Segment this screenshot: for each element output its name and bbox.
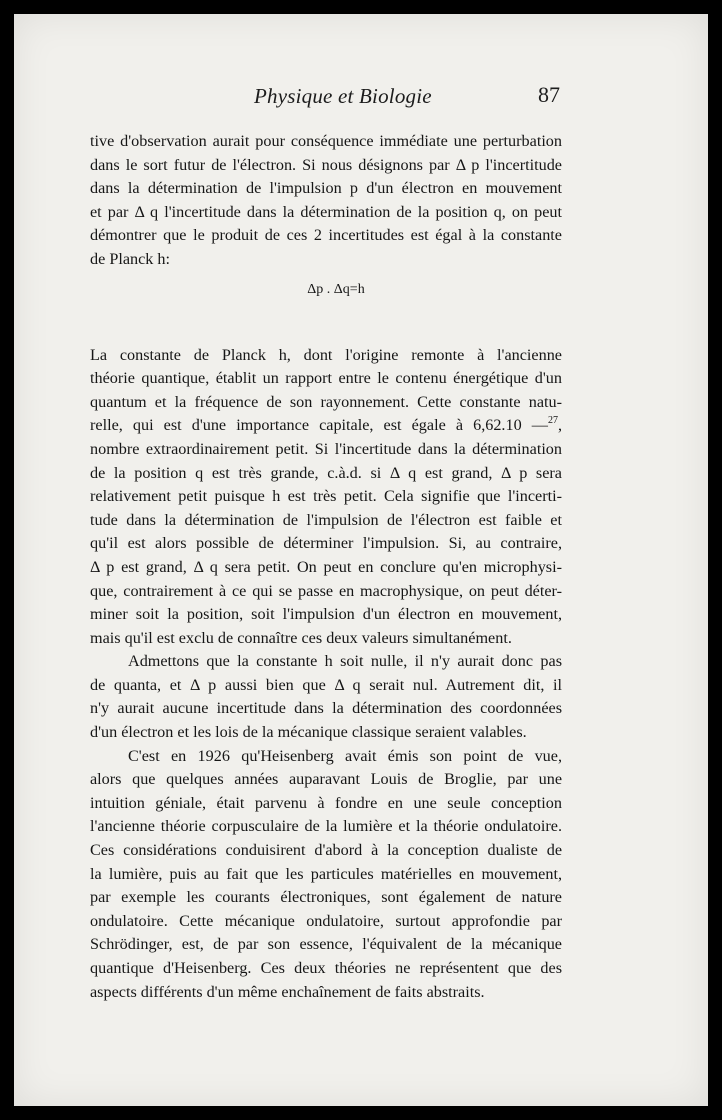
text-line: intuition géniale, était parvenu à fondre en une seule conception xyxy=(90,793,562,812)
text-line: quantique d'Heisenberg. Ces deux théories ne représentent que des xyxy=(90,959,562,977)
paragraph-1 xyxy=(90,130,562,272)
text-line: miner soit la position, soit l'impulsion d'un électron en mouvement, xyxy=(90,605,562,624)
text-line: Schrödinger, est, de par son essence, l'équivalent de la mécanique xyxy=(90,935,562,954)
text-line: dans la détermination de l'impulsion p d'un électron en mouvement xyxy=(90,179,562,198)
text-line: que, contrairement à ce qui se passe en macrophysique, on peut déter- xyxy=(90,581,562,600)
text-line-planck-value xyxy=(90,414,562,438)
text-line: tude dans la détermination de l'impulsion de l'électron est faible et xyxy=(90,510,562,529)
text-line: ondulatoire. Cette mécanique ondulatoire, surtout approfondie par xyxy=(90,911,562,930)
paragraph-4 xyxy=(90,745,562,1005)
text-line: n'y aurait aucune incertitude dans la détermination des coordonnées xyxy=(90,699,562,718)
text-line: de la position q est très grande, c.à.d. si Δ q est grand, Δ p sera xyxy=(90,463,562,482)
text-line: la lumière, puis au fait que les particules matérielles en mouvement, xyxy=(90,864,562,883)
text-line: démontrer que le produit de ces 2 incertitudes est égal à la constante xyxy=(90,226,562,245)
text-line: de Planck h: xyxy=(90,249,171,268)
text-line: Admettons que la constante h soit nulle, il n'y aurait donc pas xyxy=(128,652,562,671)
text-line: théorie quantique, établit un rapport entre le contenu énergétique d'un xyxy=(90,369,562,388)
text-line: l'ancienne théorie corpusculaire de la lumière et la théorie ondulatoire. xyxy=(90,817,562,836)
text-line: et par Δ q l'incertitude dans la détermination de la position q, on peut xyxy=(90,202,562,221)
text-line: Ces considérations conduisirent d'abord à la conception dualiste de xyxy=(90,841,562,860)
text-line: de quanta, et Δ p aussi bien que Δ q serait nul. Autrement dit, il xyxy=(90,675,562,694)
text-line: nombre extraordinairement petit. Si l'incertitude dans la détermination xyxy=(90,439,562,458)
text-line: relativement petit puisque h est très petit. Cela signifie que l'incerti- xyxy=(90,487,562,506)
text-line: d'un électron et les lois de la mécanique classique seraient valables. xyxy=(90,723,527,742)
paragraph-2 xyxy=(90,344,562,651)
text-line: qu'il est alors possible de déterminer l'impulsion. Si, au contraire, xyxy=(90,534,562,553)
text-line: alors que quelques années auparavant Louis de Broglie, par une xyxy=(90,770,562,789)
text-line: quantum et la fréquence de son rayonnement. Cette constante natu- xyxy=(90,392,562,411)
uncertainty-formula: Δp . Δq=h xyxy=(307,281,365,297)
text-line: Δ p est grand, Δ q sera petit. On peut en conclure qu'en microphysi- xyxy=(90,557,562,576)
planck-exponent: 27 xyxy=(547,415,558,427)
running-title: Physique et Biologie xyxy=(254,84,432,108)
planck-value-punct: , xyxy=(557,416,562,435)
body-text xyxy=(90,130,562,1004)
page-number: 87 xyxy=(538,82,560,107)
text-line: dans le sort futur de l'électron. Si nous désignons par Δ p l'incertitude xyxy=(90,155,562,174)
planck-value-text: relle, qui est d'une importance capitale, est égale à 6,62.10 — xyxy=(90,416,548,435)
text-line: C'est en 1926 qu'Heisenberg avait émis son point de vue, xyxy=(128,746,562,765)
text-line: tive d'observation aurait pour conséquence immédiate une perturbation xyxy=(90,132,562,150)
text-line: La constante de Planck h, dont l'origine remonte à l'ancienne xyxy=(90,345,562,364)
page-header xyxy=(14,84,708,114)
paragraph-3 xyxy=(90,650,562,744)
book-page xyxy=(14,14,708,1106)
text-line: par exemple les courants électroniques, sont également de nature xyxy=(90,888,562,907)
text-line: mais qu'il est exclu de connaître ces deux valeurs simultanément. xyxy=(90,628,512,647)
text-line: aspects différents d'un même enchaînement de faits abstraits. xyxy=(90,982,485,1001)
